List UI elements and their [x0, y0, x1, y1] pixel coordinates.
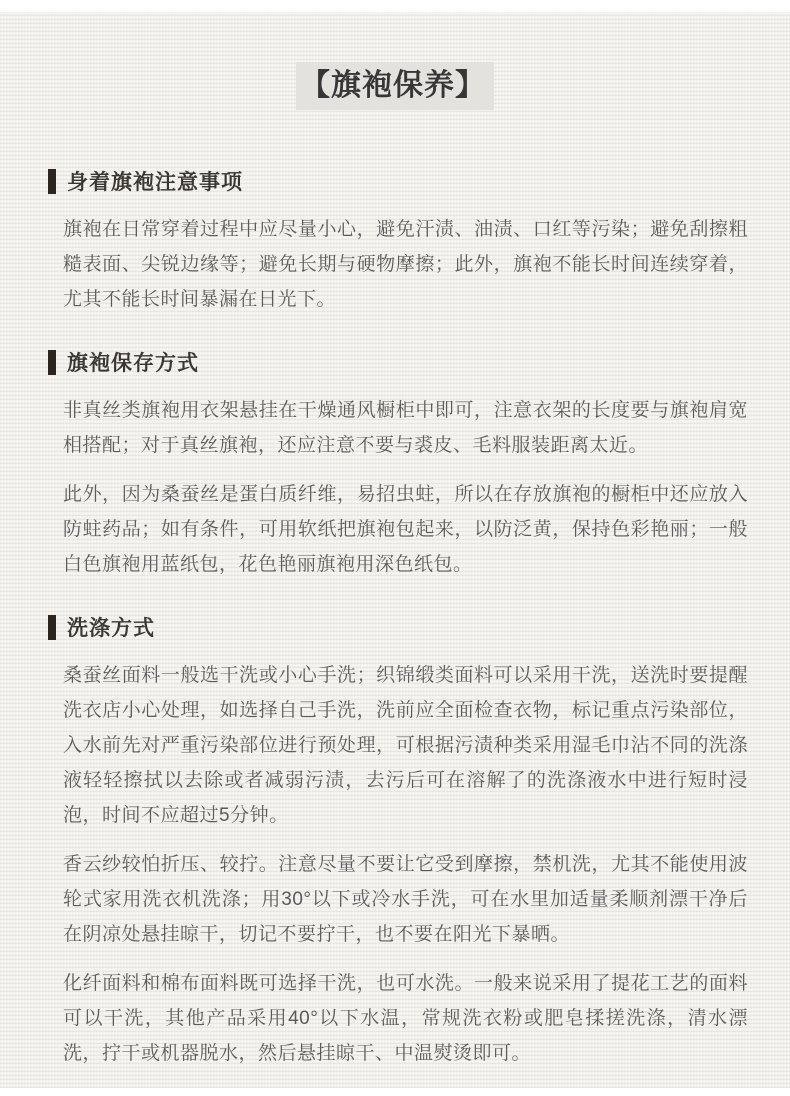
- heading-marker-icon: [48, 350, 56, 375]
- section-heading-wearing: [48, 166, 748, 196]
- heading-marker-icon: [48, 169, 56, 194]
- paragraph: 旗袍在日常穿着过程中应尽量小心，避免汗渍、油渍、口红等污染；避免刮擦粗糙表面、尖锐边缘等；避免长期与硬物摩擦；此外，旗袍不能长时间连续穿着，尤其不能长时间暴漏在日光下。: [63, 219, 748, 310]
- page-title: 【旗袍保养】: [296, 62, 494, 110]
- heading-marker-icon: [48, 615, 56, 640]
- paragraph: 此外，因为桑蚕丝是蛋白质纤维，易招虫蛀，所以在存放旗袍的橱柜中还应放入防蛀药品；如有条件，可用软纸把旗袍包起来，以防泛黄，保持色彩艳丽；一般白色旗袍用蓝纸包，花色艳丽旗袍用深色纸包。: [63, 484, 748, 575]
- title-area: [0, 12, 790, 110]
- section-heading-label: 洗涤方式: [67, 617, 155, 640]
- paragraph: 化纤面料和棉布面料既可选择干洗，也可水洗。一般来说采用了提花工艺的面料可以干洗，其他产品采用40°以下水温，常规洗衣粉或肥皂揉搓洗涤，清水漂洗，拧干或机器脱水，然后悬挂晾干、中温熨烫即可。: [63, 973, 748, 1064]
- paragraph: 非真丝类旗袍用衣架悬挂在干燥通风橱柜中即可，注意衣架的长度要与旗袍肩宽相搭配；对于真丝旗袍，还应注意不要与裘皮、毛料服装距离太近。: [63, 400, 748, 456]
- section-heading-washing: [48, 612, 748, 642]
- paragraph: 桑蚕丝面料一般选干洗或小心手洗；织锦缎类面料可以采用干洗，送洗时要提醒洗衣店小心处理，如选择自己手洗，洗前应全面检查衣物，标记重点污染部位，入水前先对严重污染部位进行预处理，可根据污渍种类采用湿毛巾沾不同的洗涤液轻轻擦拭以去除或者减弱污渍，去污后可在溶解了的洗涤液水中进行短时浸泡，时间不应超过5分钟。: [63, 665, 748, 826]
- content-panel: [0, 12, 790, 1088]
- section-heading-label: 身着旗袍注意事项: [67, 171, 243, 194]
- paragraph: 香云纱较怕折压、较拧。注意尽量不要让它受到摩擦，禁机洗，尤其不能使用波轮式家用洗衣机洗涤；用30°以下或冷水手洗，可在水里加适量柔顺剂漂干净后在阴凉处悬挂晾干，切记不要拧干，也不要在阳光下暴晒。: [63, 854, 748, 945]
- section-heading-storage: [48, 347, 748, 377]
- section-heading-label: 旗袍保存方式: [67, 352, 199, 375]
